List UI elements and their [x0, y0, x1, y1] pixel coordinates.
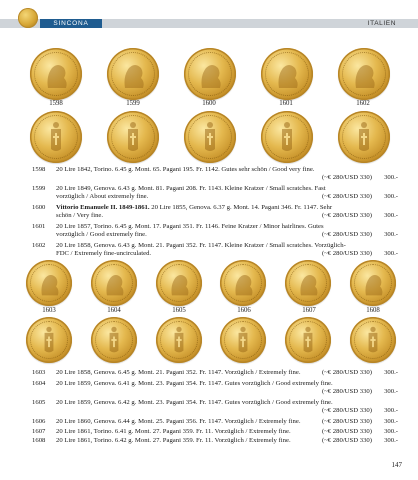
- lot-estimate: (~€ 280/USD 330): [321, 212, 372, 219]
- lot-entry-1601: [32, 223, 398, 239]
- lot-entry-1606: [32, 418, 398, 427]
- lot-price: 300.-: [384, 212, 398, 219]
- lot-price: 300.-: [384, 388, 398, 395]
- lot-number: 1600: [32, 204, 46, 211]
- lot-description: 20 Lire 1849, Genova. 6.43 g. Mont. 81. Pagani 208. Fr. 1143. Kleine Kratzer / Small scratches. Fast vorzüglich / About extremely fine.: [56, 185, 326, 200]
- lot-number: 1603: [32, 369, 46, 376]
- lot-label-1602: 1602: [356, 100, 370, 107]
- lot-entry-1600: [32, 204, 398, 220]
- coin-obverse-1604: [91, 260, 137, 306]
- lot-entry-1599: [32, 185, 398, 201]
- lot-estimate: (~€ 280/USD 330): [321, 231, 372, 238]
- coin-reverse-1601: [261, 111, 313, 163]
- lot-description: 20 Lire 1858, Genova. 6.45 g. Mont. 21. Pagani 352. Fr. 1147. Vorzüglich / Extremely fine.: [56, 369, 301, 376]
- lot-entry-1603: [32, 369, 398, 378]
- lot-entry-1602: [32, 242, 398, 258]
- coin-obverse-1607: [285, 260, 331, 306]
- lot-label-1599: 1599: [126, 100, 140, 107]
- coin-obverse-1602: [338, 48, 390, 100]
- lot-description: 20 Lire 1861, Torino. 6.41 g. Mont. 27. Pagani 359. Fr. 11. Vorzüglich / Extremely fine.: [56, 428, 291, 435]
- lot-description: 20 Lire 1842, Torino. 6.45 g. Mont. 65. Pagani 195. Fr. 1142. Gutes sehr schön / Good very fine.: [56, 166, 315, 173]
- ruler-heading: Vittorio Emanuele II. 1849-1861.: [56, 204, 150, 211]
- lot-number: 1599: [32, 185, 46, 192]
- lot-label-1600: 1600: [202, 100, 216, 107]
- lot-price: 300.-: [384, 369, 398, 376]
- coin-reverse-1599: [107, 111, 159, 163]
- bottom-obverse-row: [26, 260, 396, 306]
- coin-reverse-1604: [91, 317, 137, 363]
- lot-description: 20 Lire 1858, Genova. 6.43 g. Mont. 21. Pagani 352. Fr. 1147. Kleine Kratzer / Small scratches. Vorzüglich-FDC / Extremely fine-uncirculated.: [56, 242, 346, 257]
- lot-price: 300.-: [384, 193, 398, 200]
- coin-obverse-1606: [220, 260, 266, 306]
- page-number: 147: [391, 461, 402, 469]
- lot-price: 300.-: [384, 174, 398, 181]
- lot-label-1601: 1601: [279, 100, 293, 107]
- lot-number: 1604: [32, 380, 46, 387]
- header-coin-image: [18, 8, 38, 28]
- coin-reverse-1598: [30, 111, 82, 163]
- lot-price: 300.-: [384, 437, 398, 444]
- lot-estimate: (~€ 280/USD 330): [321, 407, 372, 414]
- coin-reverse-1600: [184, 111, 236, 163]
- lot-entry-1607: [32, 428, 398, 437]
- lot-estimate: (~€ 280/USD 330): [321, 437, 372, 444]
- lot-estimate: (~€ 280/USD 330): [321, 388, 372, 395]
- brand-label: SINCONA: [40, 19, 102, 28]
- coin-reverse-1602: [338, 111, 390, 163]
- lot-label-1607: 1607: [302, 307, 316, 314]
- region-label: ITALIEN: [367, 20, 396, 27]
- coin-reverse-1603: [26, 317, 72, 363]
- lot-description: 20 Lire 1860, Genova. 6.44 g. Mont. 25. Pagani 356. Fr. 1147. Vorzüglich / Extremely fine.: [56, 418, 301, 425]
- lot-number: 1598: [32, 166, 46, 173]
- lot-number: 1601: [32, 223, 46, 230]
- lot-number: 1607: [32, 428, 46, 435]
- lot-estimate: (~€ 280/USD 330): [321, 418, 372, 425]
- lot-estimate: (~€ 280/USD 330): [321, 428, 372, 435]
- lot-estimate: (~€ 280/USD 330): [321, 250, 372, 257]
- lot-number: 1608: [32, 437, 46, 444]
- lot-label-1608: 1608: [366, 307, 380, 314]
- coin-obverse-1598: [30, 48, 82, 100]
- lot-label-1604: 1604: [107, 307, 121, 314]
- lot-description: 20 Lire 1859, Genova. 6.41 g. Mont. 23. Pagani 354. Fr. 1147. Gutes vorzüglich / Good extremely fine.: [56, 380, 333, 387]
- coin-reverse-1608: [350, 317, 396, 363]
- coin-reverse-1607: [285, 317, 331, 363]
- lot-price: 300.-: [384, 428, 398, 435]
- coin-obverse-1600: [184, 48, 236, 100]
- lot-number: 1605: [32, 399, 46, 406]
- lot-price: 300.-: [384, 250, 398, 257]
- coin-obverse-1608: [350, 260, 396, 306]
- lot-price: 300.-: [384, 418, 398, 425]
- lot-label-1598: 1598: [49, 100, 63, 107]
- bottom-reverse-row: [26, 317, 396, 363]
- lot-description: [56, 204, 346, 220]
- coin-obverse-1605: [156, 260, 202, 306]
- lot-description: 20 Lire 1857, Torino. 6.45 g. Mont. 17. Pagani 351. Fr. 1146. Feine Kratzer / Minor hairlines. Gutes vorzüglich / Good extremely fine.: [56, 223, 324, 238]
- lot-number: 1606: [32, 418, 46, 425]
- top-obverse-row: [30, 48, 390, 100]
- lot-estimate: (~€ 280/USD 330): [321, 369, 372, 376]
- top-reverse-row: [30, 111, 390, 163]
- lot-label-1606: 1606: [237, 307, 251, 314]
- lot-estimate: (~€ 280/USD 330): [321, 174, 372, 181]
- lot-description: 20 Lire 1859, Genova. 6.42 g. Mont. 23. Pagani 354. Fr. 1147. Gutes vorzüglich / Good extremely fine.: [56, 399, 333, 406]
- coin-obverse-1601: [261, 48, 313, 100]
- coin-reverse-1605: [156, 317, 202, 363]
- lot-entry-1598: [32, 166, 398, 182]
- coin-obverse-1599: [107, 48, 159, 100]
- lot-entry-1604: [32, 380, 398, 396]
- lot-description: 20 Lire 1861, Torino. 6.42 g. Mont. 27. Pagani 359. Fr. 11. Vorzüglich / Extremely fine.: [56, 437, 291, 444]
- lot-label-1605: 1605: [172, 307, 186, 314]
- lot-description-text: 20 Lire 1855, Genova. 6.37 g. Mont. 14. Pagani 346. Fr. 1147. Sehr schön / Very fine.: [56, 204, 333, 219]
- lot-price: 300.-: [384, 231, 398, 238]
- lot-entry-1608: [32, 437, 398, 446]
- coin-reverse-1606: [220, 317, 266, 363]
- lot-estimate: (~€ 280/USD 330): [321, 193, 372, 200]
- coin-obverse-1603: [26, 260, 72, 306]
- lot-price: 300.-: [384, 407, 398, 414]
- lot-entry-1605: [32, 399, 398, 415]
- lot-label-1603: 1603: [42, 307, 56, 314]
- lot-number: 1602: [32, 242, 46, 249]
